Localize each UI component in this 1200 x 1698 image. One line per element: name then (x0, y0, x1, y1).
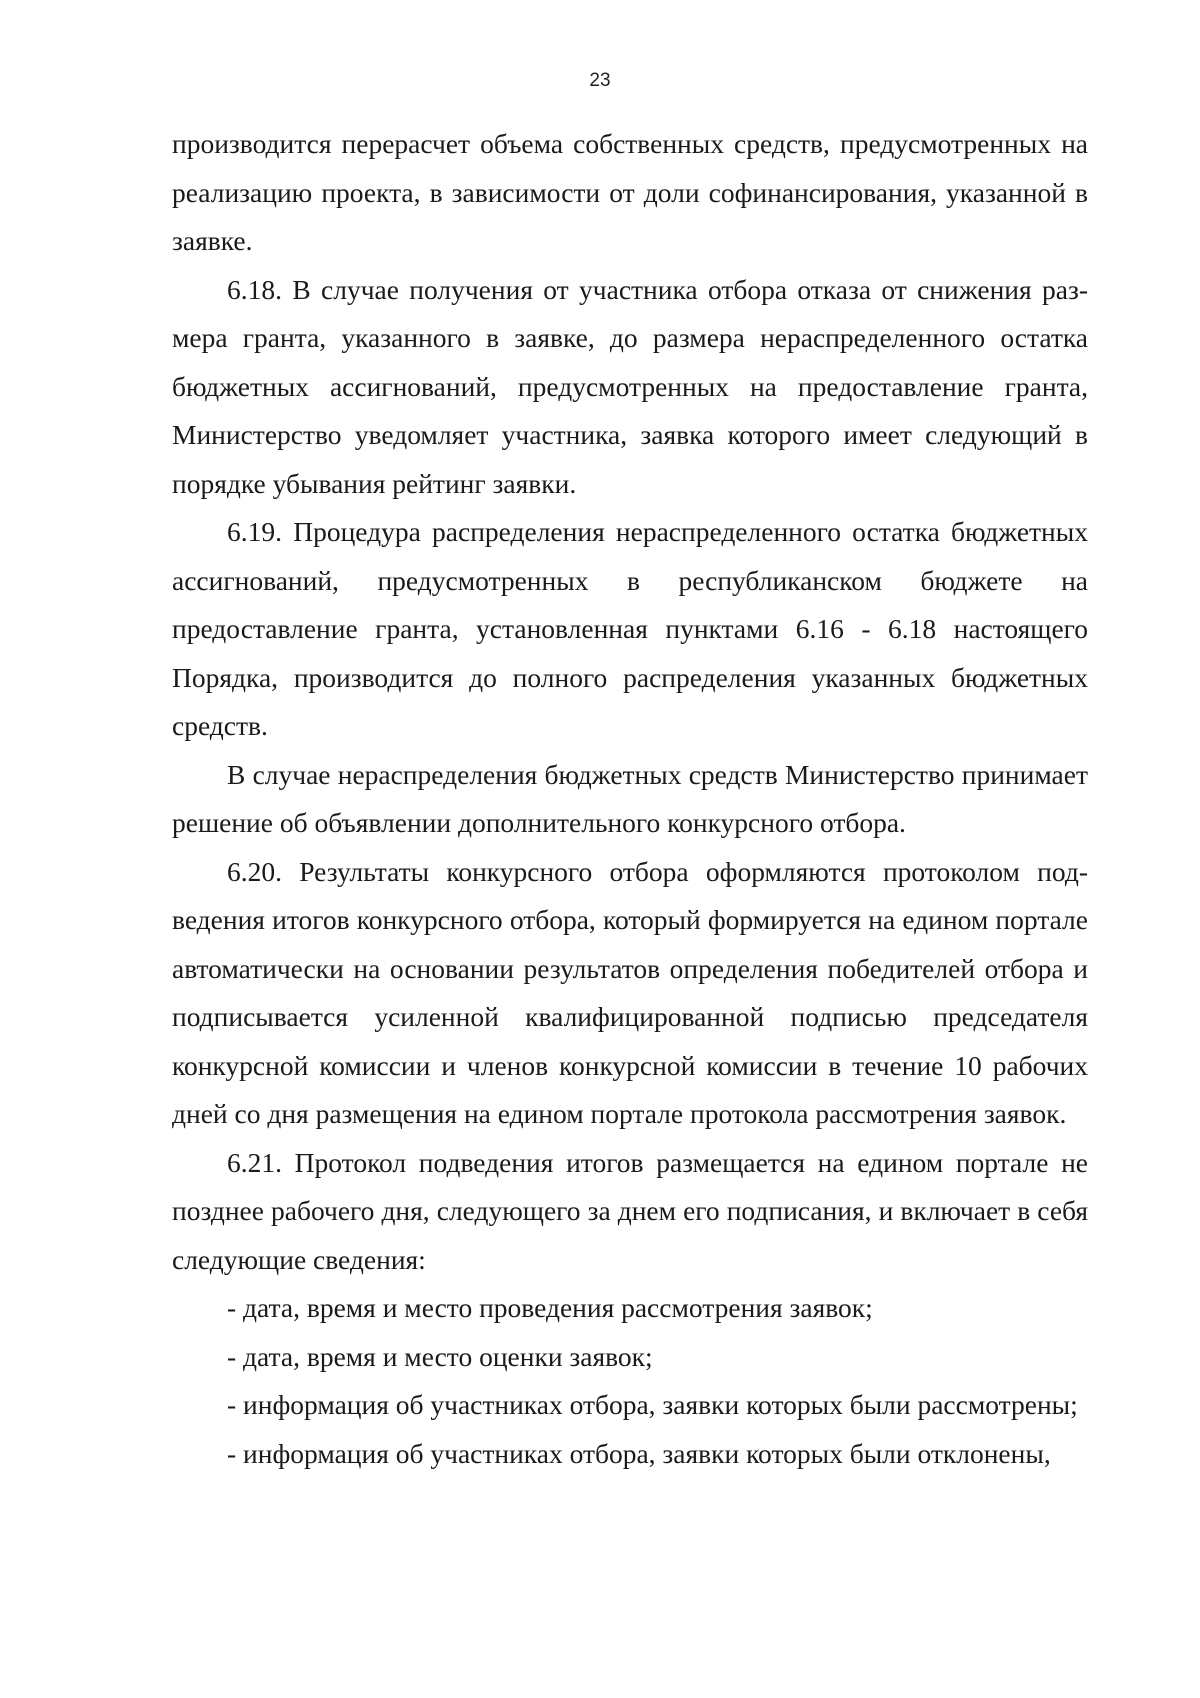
list-item: - информация об участниках отбора, заявки которых были отклонены, (227, 1437, 1051, 1469)
list-item: - дата, время и место оценки заявок; (227, 1340, 653, 1372)
paragraph-6-20: 6.20. Результаты конкурсного отбора оформляются протоколом подведения итогов конкурсного отбора, который формируется на едином портале автоматически на основании результатов определения победителей отбора и подписывается усиленной квалифицированной подписью председателя конкурсной комиссии и членов конкурсной комиссии в течение 10 рабочих дней со дня размещения на едином портале протокола рассмотрения заявок. (172, 855, 1088, 1129)
paragraph-6-18: 6.18. В случае получения от участника отбора отказа от снижения размера гранта, указанного в заявке, до размера нераспределенного остатка бюджетных ассигнований, предусмотренных на предоставление гранта, Министерство уведомляет участника, заявка которого имеет следующий в порядке убывания рейтинг заявки. (172, 273, 1088, 499)
paragraph-6-19: 6.19. Процедура распределения нераспределенного остатка бюджетных ассигнований, предусмотренных в республиканском бюджете на предоставление гранта, установленная пунктами 6.16 - 6.18 настоящего Порядка, производится до полного распределения указанных бюджетных средств. (172, 516, 1088, 741)
paragraph-continuation: производится перерасчет объема собственных средств, предусмотренных на реализацию проекта, в зависимости от доли софинансирования, указанной в заявке. (172, 128, 1088, 256)
page-number: 23 (589, 70, 611, 91)
document-body (172, 120, 1088, 1478)
paragraph-6-21: 6.21. Протокол подведения итогов размещается на едином портале не позднее рабочего дня, следующего за днем его подписания, и включает в себя следующие сведения: (172, 1146, 1088, 1275)
list-item: - дата, время и место проведения рассмотрения заявок; (227, 1292, 873, 1323)
paragraph-undistributed-funds: В случае нераспределения бюджетных средств Министерство принимает решение об объявлении дополнительного конкурсного отбора. (172, 758, 1088, 838)
list-item: - информация об участниках отбора, заявки которых были рассмотрены; (227, 1389, 1078, 1420)
